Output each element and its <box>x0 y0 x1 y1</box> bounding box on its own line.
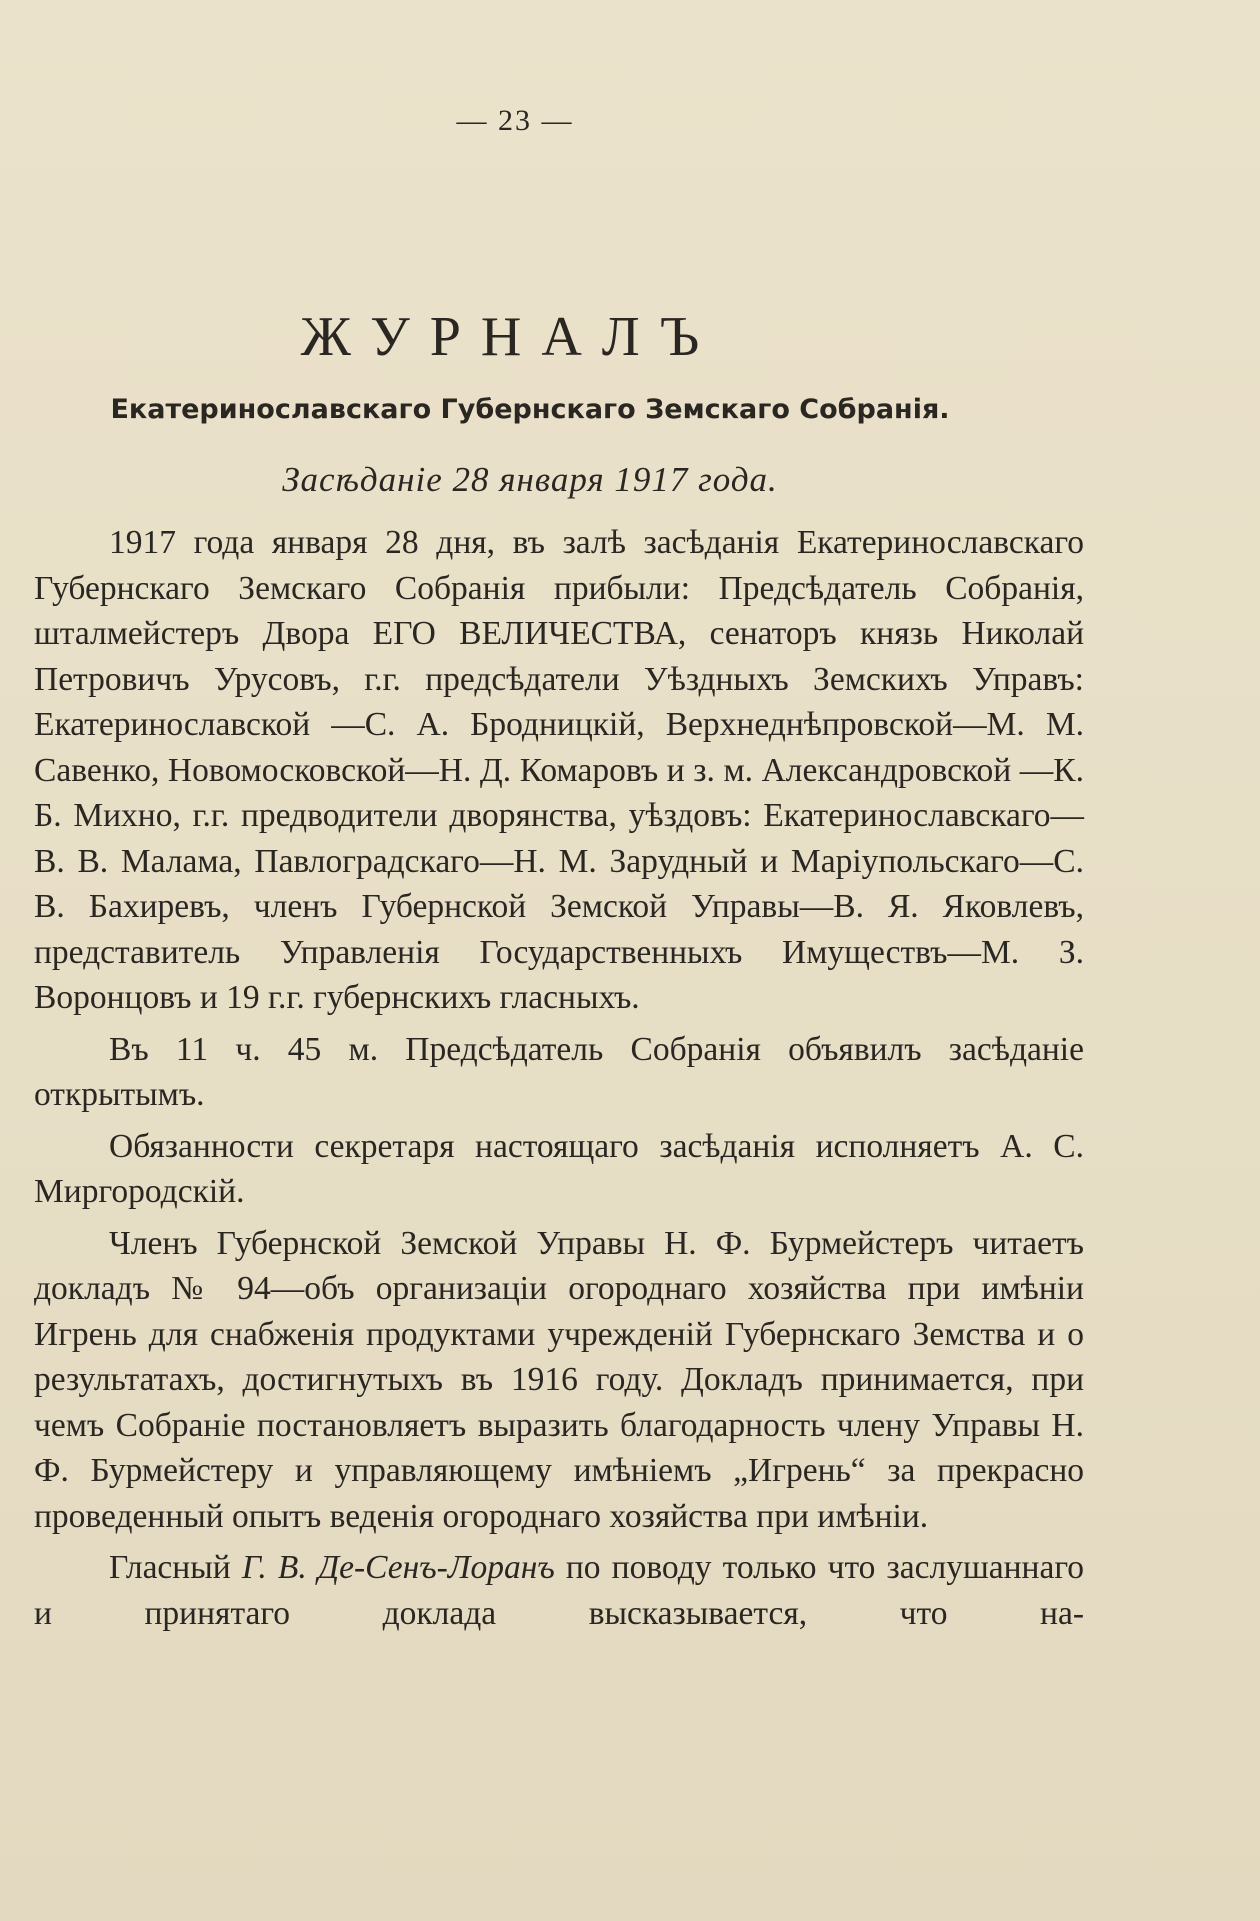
paragraph-remark-rest: по поводу только что заслушаннаго и принятаго доклада высказывается, что на- <box>34 1549 1085 1632</box>
speaker-name: Г. В. Де-Сенъ-Лоранъ <box>241 1549 555 1586</box>
paragraph-secretary: Обязанности секретаря настоящаго засѣданія исполняетъ А. С. Миргородскій. <box>34 1127 1084 1210</box>
journal-subtitle: Екатеринославскаго Губернскаго Земскаго Собранія. <box>110 394 950 425</box>
paragraph-attendance: 1917 года января 28 дня, въ залѣ засѣданія Екатеринославскаго Губернскаго Земскаго Собранія прибыли: Предсѣдатель Собранія, шталмейстеръ Двора ЕГО ВЕЛИЧЕСТВА, сенаторъ князь Николай Петровичъ Урусовъ, г.г. предсѣдатели Уѣздныхъ Земскихъ Управъ: Екатеринославской —С. А. Бродницкій, Верхнеднѣпровской—М. М. Савенко, Новомосковской—Н. Д. Комаровъ и з. м. Александровской —К. Б. Михно, г.г. предводители дворянства, уѣздовъ: Екатеринославскаго—В. В. Малама, Павлоградскаго—Н. М. Зарудный и Маріупольскаго—С. В. Бахиревъ, членъ Губернской Земской Управы—В. Я. Яковлевъ, представитель Управленія Государственныхъ Имуществъ—М. З. Воронцовъ и 19 г.г. губернскихъ гласныхъ. <box>34 524 1084 1016</box>
body-text <box>34 520 1084 1642</box>
paragraph-remark <box>34 1545 1084 1636</box>
paragraph-remark-prefix: Гласный <box>109 1549 242 1586</box>
paragraph-opening: Въ 11 ч. 45 м. Предсѣдатель Собранія объявилъ засѣданіе открытымъ. <box>34 1030 1084 1113</box>
session-date: Засѣданіе 28 января 1917 года. <box>282 460 778 499</box>
paragraph-report: Членъ Губернской Земской Управы Н. Ф. Бурмейстеръ читаетъ докладъ № 94—объ организаціи огороднаго хозяйства при имѣніи Игрень для снабженія продуктами учрежденій Губернскаго Земства и о результатахъ, достигнутыхъ въ 1916 году. Докладъ принимается, при чемъ Собраніе постановляетъ выразить благодарность члену Управы Н. Ф. Бурмейстеру и управляющему имѣніемъ „Игрень“ за прекрасно проведенный опытъ веденія огороднаго хозяйства при имѣніи. <box>34 1224 1084 1535</box>
page-number: — 23 — <box>456 104 574 137</box>
journal-title: ЖУРНАЛЪ <box>300 306 720 368</box>
